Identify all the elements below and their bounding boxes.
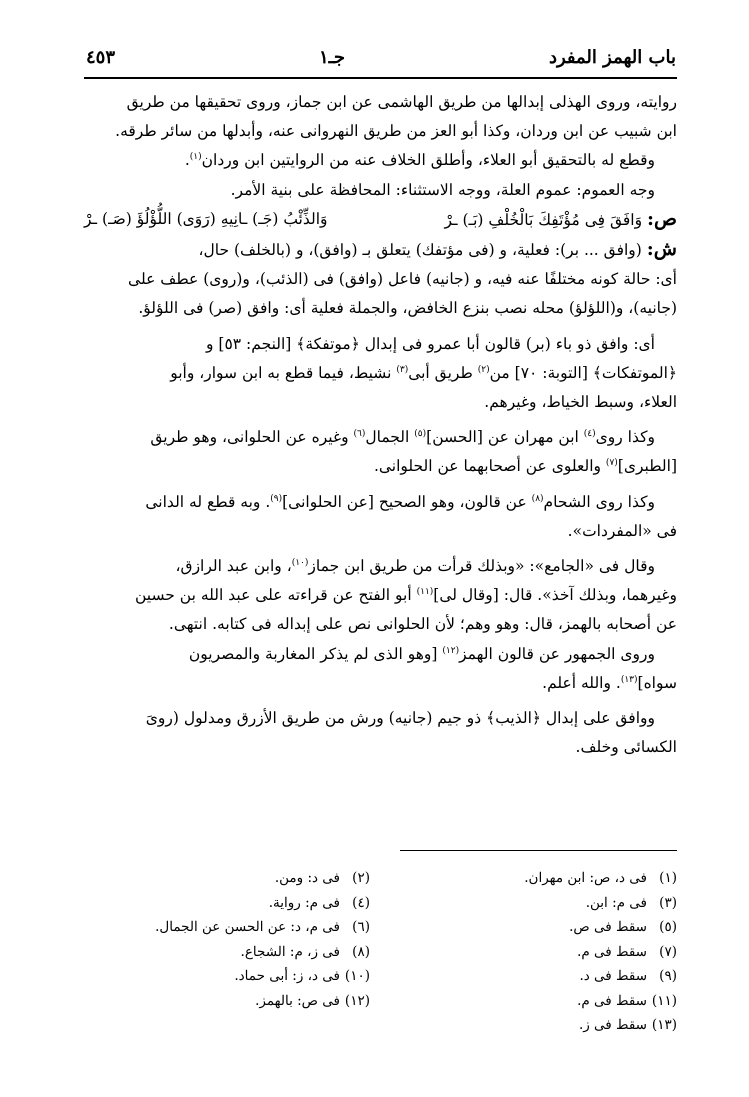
text-line: العلاء، وسبط الخياط، وغيرهم. — [484, 393, 677, 412]
footnote-ref: (٥) — [414, 429, 427, 440]
footnote-ref: (٨) — [531, 493, 544, 504]
text-line: وقطع له بالتحقيق أبو العلاء، وأطلق الخلاف عنه من الروايتين ابن وردان$^{(١)}$. — [184, 151, 655, 170]
footnote-ref: (١٠) — [291, 557, 309, 568]
verse-label: ص: — [647, 207, 677, 230]
verse-line — [84, 205, 677, 235]
footnote: (١٣)سقط فى ز. — [578, 1017, 677, 1033]
footnote: (١١)سقط فى م. — [577, 992, 677, 1009]
text-line: (جانيه)، و(اللؤلؤ) محله نصب بنزع الخافض، والجملة فعلية أى: وافق (صر) فى اللؤلؤ. — [138, 299, 677, 318]
text-line: فى «المفردات». — [567, 521, 677, 540]
text-line: وجه العموم: عموم العلة، ووجه الاستثناء: المحافظة على بنية الأمر. — [230, 180, 655, 199]
footnote-separator — [400, 850, 677, 851]
footnote-ref: (٦) — [353, 429, 366, 440]
main-text — [84, 88, 677, 762]
footnote-ref: (١) — [189, 152, 202, 163]
text-line: أى: حالة كونه مختلفًا عنه فيه، و (جانيه) فاعل (وافق) فى (الذئب)، و(روى) عطف على — [128, 270, 677, 289]
footnote: (١٢)فى ص: بالهمز. — [255, 992, 370, 1009]
commentary-label: ش: — [646, 238, 677, 261]
text-line: سواه]$^{(١٣)}$. والله أعلم. — [542, 673, 677, 692]
footnote-ref: (٧) — [605, 458, 618, 469]
text-line: ووافق على إبدال ﴿الذيب﴾ ذو جيم (جانيه) ورش من طريق الأزرق ومدلول (روىَ — [145, 709, 655, 728]
footnote: (٢)فى د: ومن. — [274, 870, 370, 886]
text-line: عن أصحابه بالهمز، قال: وهو وهم؛ لأن الحلوانى نص على إبداله فى كتابه. انتهى. — [168, 615, 677, 634]
verse-hemistich-1: وَافَقَ فِى مُؤْتَفِكَ بَالْخُلْفِ (بَـ) ـرْ — [444, 210, 643, 229]
footnote-ref: (١٢) — [442, 645, 460, 656]
footnote: (٧)سقط فى م. — [577, 943, 677, 960]
footnote: (٣)فى م: ابن. — [585, 894, 677, 911]
text-line: ﴿الموتفكات﴾ [التوبة: ٧٠] من$^{(٢)}$ طريق أبى$^{(٣)}$ نشيط، فيما قطع به ابن سوار، وأبو — [170, 363, 677, 382]
text-line: الكسائى وخلف. — [575, 738, 677, 757]
footnotes-right-column — [387, 866, 677, 1038]
footnote-ref: (٣) — [396, 364, 409, 375]
commentary-line: ش: (وافق ... بر): فعلية، و (فى مؤتفك) يتعلق بـ (وافق)، و (بالخلف) حال، — [198, 238, 677, 261]
text-line: أى: وافق ذو باء (بر) قالون أبا عمرو فى إبدال ﴿موتفكة﴾ [النجم: ٥٣] و — [206, 334, 655, 353]
footnotes — [80, 866, 677, 1038]
footnote: (١٠)فى د، ز: أبى حماد. — [234, 968, 370, 984]
text-line: [الطبرى]$^{(٧)}$ والعلوى عن أصحابهما عن الحلوانى. — [373, 457, 677, 476]
footnote: (٥)سقط فى ص. — [569, 919, 677, 935]
text-line: وغيرهما، وبذلك آخذ». قال: [وقال لى]$^{(١١)}$ أبو الفتح عن قراءته على عبد الله بن حسين — [135, 586, 677, 605]
running-header — [86, 44, 676, 70]
text-line: ابن شبيب عن ابن وردان، وكذا أبو العز من طريق النهروانى عنه، وأبدلها من سائر طرقه. — [115, 122, 677, 141]
footnote: (٦)فى م، د: عن الحسن عن الجمال. — [155, 919, 370, 935]
footnote: (٨)فى ز، م: الشجاع. — [240, 943, 370, 960]
text-line: وروى الجمهور عن قالون الهمز$^{(١٢)}$ [وهو الذى لم يذكر المغاربة والمصريون — [188, 644, 655, 663]
page-number: ٤٥٣ — [86, 46, 116, 68]
text-line: وكذا روى الشحام$^{(٨)}$ عن قالون، وهو الصحيح [عن الحلوانى]$^{(٩)}$. وبه قطع له الدانى — [145, 492, 655, 511]
header-rule — [84, 77, 677, 79]
footnote: (١)فى د، ص: ابن مهران. — [524, 870, 677, 886]
text-line: وقال فى «الجامع»: «وبذلك قرأت من طريق ابن جماز$^{(١٠)}$، وابن عبد الرازق، — [175, 557, 655, 576]
footnote-ref: (٤) — [583, 429, 596, 440]
text-line: روايته، وروى الهذلى إبدالها من طريق الهاشمى عن ابن جماز، وروى تحقيقها من طريق — [126, 93, 677, 111]
footnote-ref: (٩) — [270, 493, 283, 504]
chapter-title: باب الهمز المفرد — [548, 46, 676, 68]
footnote: (٩)سقط فى د. — [579, 968, 677, 984]
text-line: وكذا روى$^{(٤)}$ ابن مهران عن [الحسن]$^{(٥)}$ الجمال$^{(٦)}$ وغيره عن الحلوانى، وهو طريق — [150, 428, 655, 447]
footnote-ref: (١١) — [416, 587, 434, 598]
footnotes-left-column — [80, 866, 370, 1038]
verse-hemistich-2: وَالذِّئْبُ (جَـ) ـانِيهِ (رَوَى) اللُّؤْلُؤَ (صَـ) ـرْ — [84, 209, 328, 228]
footnote: (٤)فى م: رواية. — [268, 894, 370, 911]
footnote-ref: (٢) — [477, 364, 490, 375]
volume-label: جـ١ — [318, 46, 346, 68]
footnote-ref: (١٣) — [620, 674, 638, 685]
